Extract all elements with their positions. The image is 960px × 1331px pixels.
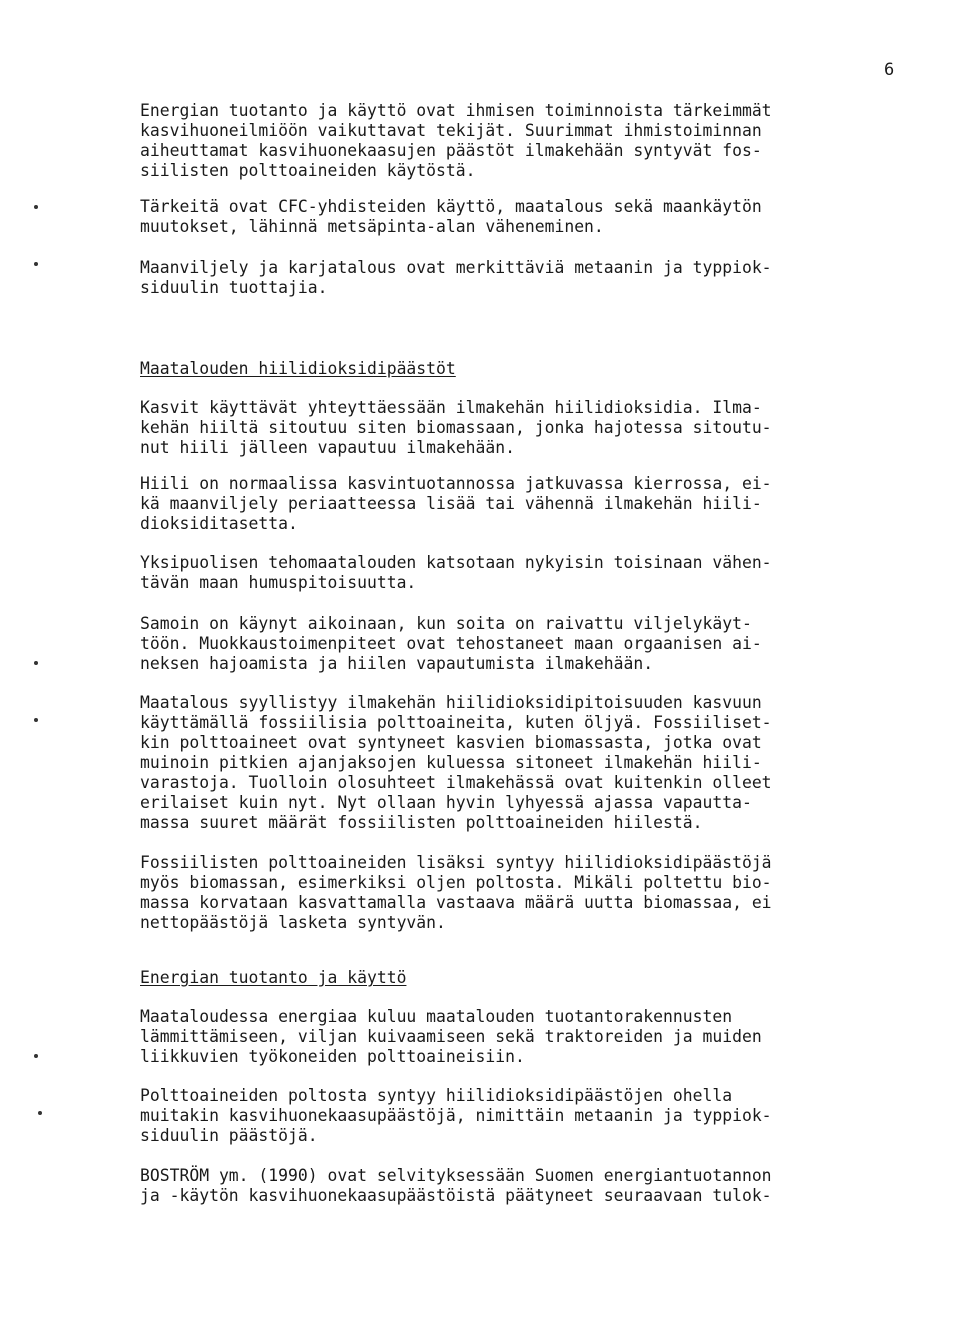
- margin-dot-mark: [34, 661, 38, 665]
- section-heading-energy: Energian tuotanto ja käyttö: [140, 968, 407, 987]
- paragraph-carbon-cycle: Hiili on normaalissa kasvintuotannossa jatkuvassa kierrossa, ei- kä maanviljely periaatteessa lisää tai vähennä ilmakehän hiili- dioksiditasetta.: [140, 474, 772, 533]
- paragraph-methane: Maanviljely ja karjatalous ovat merkittäviä metaanin ja typpiok- siduulin tuottajia.: [140, 258, 772, 297]
- paragraph-peatland: Samoin on käynyt aikoinaan, kun soita on raivattu viljelykäyt- töön. Muokkaustoimenpiteet ovat tehostaneet maan orgaanisen ai- neksen hajoamista ja hiilen vapautumista ilmakehään.: [140, 614, 762, 673]
- paragraph-cfc: Tärkeitä ovat CFC-yhdisteiden käyttö, maatalous sekä maankäytön muutokset, lähinnä metsäpinta-alan väheneminen.: [140, 197, 762, 236]
- paragraph-biomass: Fossiilisten polttoaineiden lisäksi syntyy hiilidioksidipäästöjä myös biomassan, esimerkiksi oljen poltosta. Mikäli poltettu bio- massa korvataan kasvattamalla vastaava määrä uutta biomassaa, ei nettopäästöjä lasketa syntyvän.: [140, 853, 772, 932]
- margin-dot-mark: [38, 1111, 42, 1115]
- paragraph-fossil-fuels: Maatalous syyllistyy ilmakehän hiilidioksidipitoisuuden kasvuun käyttämällä fossiilisia polttoaineita, kuten öljyä. Fossiiliset- kin polttoaineet ovat syntyneet kasvien biomassasta, jotka ovat muinoin pitkien ajanjaksojen kuluessa sitoneet ilmakehän hiili- varastoja. Tuolloin olosuhteet ilmakehässä ovat kuitenkin olleet erilaiset kuin nyt. Nyt ollaan hyvin lyhyessä ajassa vapautta- massa suuret määrät fossiilisten polttoaineiden hiilestä.: [140, 693, 772, 832]
- section-heading-carbon-dioxide: Maatalouden hiilidioksidipäästöt: [140, 359, 456, 378]
- paragraph-energy-use: Maataloudessa energiaa kuluu maatalouden tuotantorakennusten lämmittämiseen, viljan kuivaamiseen sekä traktoreiden ja muiden liikkuvien työkoneiden polttoaineisiin.: [140, 1007, 762, 1066]
- paragraph-intro: Energian tuotanto ja käyttö ovat ihmisen toiminnoista tärkeimmät kasvihuoneilmiöön vaikuttavat tekijät. Suurimmat ihmistoiminnan aiheuttamat kasvihuonekaasujen päästöt ilmakehään syntyvät fos- siilisten polttoaineiden käytöstä.: [140, 101, 772, 180]
- margin-dot-mark: [34, 718, 38, 722]
- margin-dot-mark: [34, 1054, 38, 1058]
- margin-dot-mark: [34, 205, 38, 209]
- paragraph-bostrom: BOSTRÖM ym. (1990) ovat selvityksessään Suomen energiantuotannon ja -käytön kasvihuonekaasupäästöistä päätyneet seuraavaan tulok-: [140, 1166, 772, 1205]
- paragraph-combustion: Polttoaineiden poltosta syntyy hiilidioksidipäästöjen ohella muitakin kasvihuonekaasupäästöjä, nimittäin metaanin ja typpiok- siduulin päästöjä.: [140, 1086, 772, 1145]
- paragraph-photosynthesis: Kasvit käyttävät yhteyttäessään ilmakehän hiilidioksidia. Ilma- kehän hiiltä sitoutuu siten biomassaan, jonka hajotessa sitoutu- nut hiili jälleen vapautuu ilmakehään.: [140, 398, 772, 457]
- paragraph-humus: Yksipuolisen tehomaatalouden katsotaan nykyisin toisinaan vähen- tävän maan humuspitoisuutta.: [140, 553, 772, 592]
- page-number: 6: [884, 60, 895, 80]
- margin-dot-mark: [34, 262, 38, 266]
